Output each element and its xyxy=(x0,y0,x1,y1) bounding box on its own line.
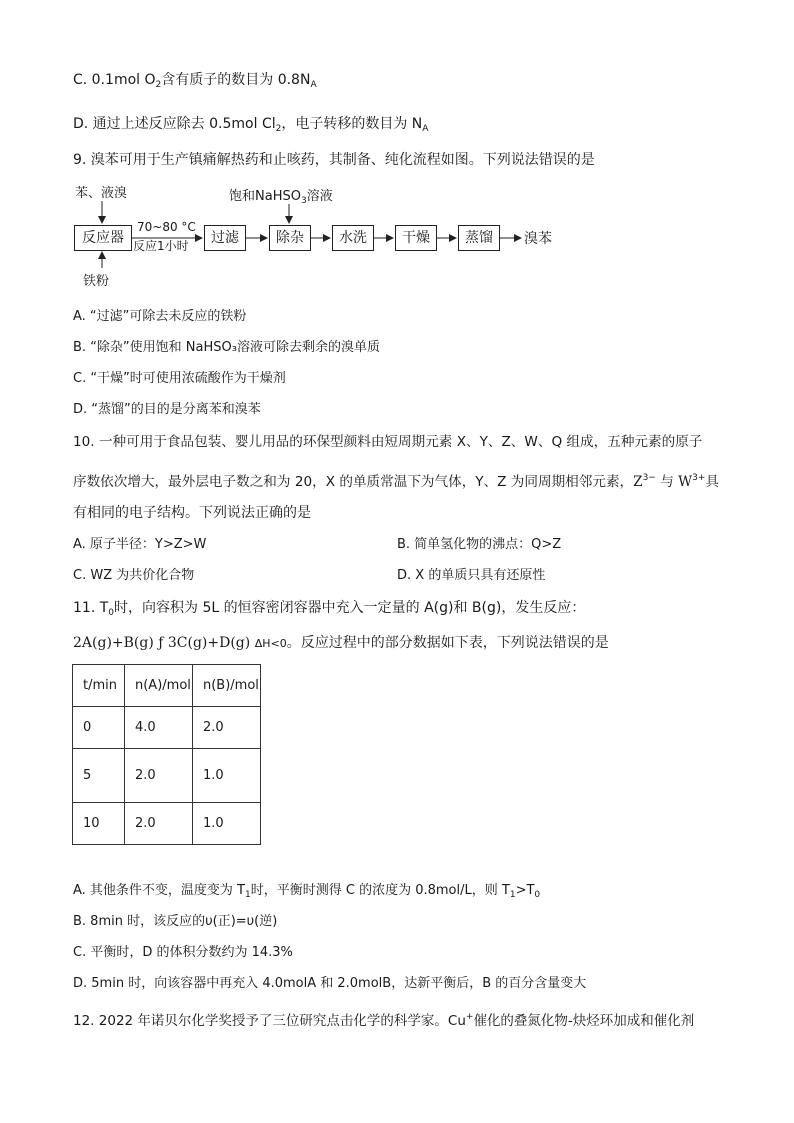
q9-option-b: B. “除杂”使用饱和 NaHSO₃溶液可除去剩余的溴单质 xyxy=(73,340,380,355)
table-cell: 5 xyxy=(73,749,125,803)
q11-option-d: D. 5min 时，向该容器中再充入 4.0molA 和 2.0molB，达新平衡后，B 的百分含量变大 xyxy=(73,976,587,991)
q11-stem-line1: 11. $T_0$时，向容积为 5L 的恒容密闭容器中充入一定量的 A(g)和 B(g)，发生反应： xyxy=(73,600,586,618)
flow-condition-time: 反应1小时 xyxy=(133,239,189,253)
flow-input-bottom: 铁粉 xyxy=(83,274,110,289)
flow-box-distill: 蒸馏 xyxy=(458,225,500,251)
flow-box-purify: 除杂 xyxy=(269,225,311,251)
table-header: n(A)/mol xyxy=(125,665,193,707)
q9-stem: 9. 溴苯可用于生产镇痛解热药和止咳药，其制备、纯化流程如图。下列说法错误的是 xyxy=(73,152,595,168)
flow-box-dry: 干燥 xyxy=(395,225,437,251)
table-cell: 2.0 xyxy=(193,707,261,749)
table-row xyxy=(73,707,261,749)
table-header: n(B)/mol xyxy=(193,665,261,707)
q8-option-d: D. 通过上述反应除去 0.5mol $Cl_2$，电子转移的数目为 $N_A$ xyxy=(73,116,429,134)
q10-option-d: D. X 的单质只具有还原性 xyxy=(397,568,546,583)
table-cell: 2.0 xyxy=(125,803,193,845)
q10-option-a: A. 原子半径：Y>Z>W xyxy=(73,537,207,552)
table-cell: 1.0 xyxy=(193,749,261,803)
q10-stem-line2: 序数依次增大，最外层电子数之和为 20，X 的单质常温下为气体，Y、Z 为同周期相邻元素，$Z^{3-}$ 与 $W^{3+}$具 xyxy=(73,473,719,490)
flow-reagent-top: 饱和NaHSO$_3$溶液 xyxy=(229,189,333,206)
table-row xyxy=(73,803,261,845)
reaction-equation: 2A(g)+B(g) ƒ 3C(g)+D(g) xyxy=(73,635,255,651)
flow-box-filter: 过滤 xyxy=(204,225,246,251)
q12-stem-line1: 12. 2022 年诺贝尔化学奖授予了三位研究点击化学的科学家。Cu+催化的叠氮化物-炔烃环加成和催化剂 xyxy=(73,1012,695,1029)
table-cell: 2.0 xyxy=(125,749,193,803)
flow-arrows xyxy=(0,0,794,300)
flow-box-reactor: 反应器 xyxy=(74,225,132,251)
flow-input-top: 苯、液溴 xyxy=(75,186,128,201)
table-cell: 0 xyxy=(73,707,125,749)
q9-option-a: A. “过滤”可除去未反应的铁粉 xyxy=(73,309,247,324)
flow-box-wash: 水洗 xyxy=(332,225,374,251)
q9-option-c: C. “干燥”时可使用浓硫酸作为干燥剂 xyxy=(73,371,286,386)
q11-option-c: C. 平衡时，D 的体积分数约为 14.3% xyxy=(73,945,293,960)
q11-equation-line: 2A(g)+B(g) ƒ 3C(g)+D(g) ΔH<0。反应过程中的部分数据如下表，下列说法错误的是 xyxy=(73,635,609,651)
q8-option-c: C. 0.1mol $O_2$含有质子的数目为 $0.8N_A$ xyxy=(73,72,317,90)
table-cell: 10 xyxy=(73,803,125,845)
table-header-row xyxy=(73,665,261,707)
table-cell: 4.0 xyxy=(125,707,193,749)
q10-option-c: C. WZ 为共价化合物 xyxy=(73,568,195,583)
q11-data-table xyxy=(72,664,261,845)
flow-output: 溴苯 xyxy=(524,231,552,247)
q11-option-a: A. 其他条件不变，温度变为 $T_1$时，平衡时测得 C 的浓度为 0.8mol/L，则 $T_1>T_0$ xyxy=(73,883,541,900)
flow-condition-temp: 70~80 °C xyxy=(137,220,196,234)
q10-stem-line3: 有相同的电子结构。下列说法正确的是 xyxy=(73,505,311,521)
q10-option-b: B. 简单氢化物的沸点：Q>Z xyxy=(397,537,562,552)
enthalpy: ΔH<0 xyxy=(254,637,287,650)
table-header: t/min xyxy=(73,665,125,707)
table-row xyxy=(73,749,261,803)
table-cell: 1.0 xyxy=(193,803,261,845)
q9-option-d: D. “蒸馏”的目的是分离苯和溴苯 xyxy=(73,402,261,417)
q10-stem-line1: 10. 一种可用于食品包装、婴儿用品的环保型颜料由短周期元素 X、Y、Z、W、Q 组成，五种元素的原子 xyxy=(73,434,703,450)
q11-option-b: B. 8min 时，该反应的υ(正)=υ(逆) xyxy=(73,914,278,929)
